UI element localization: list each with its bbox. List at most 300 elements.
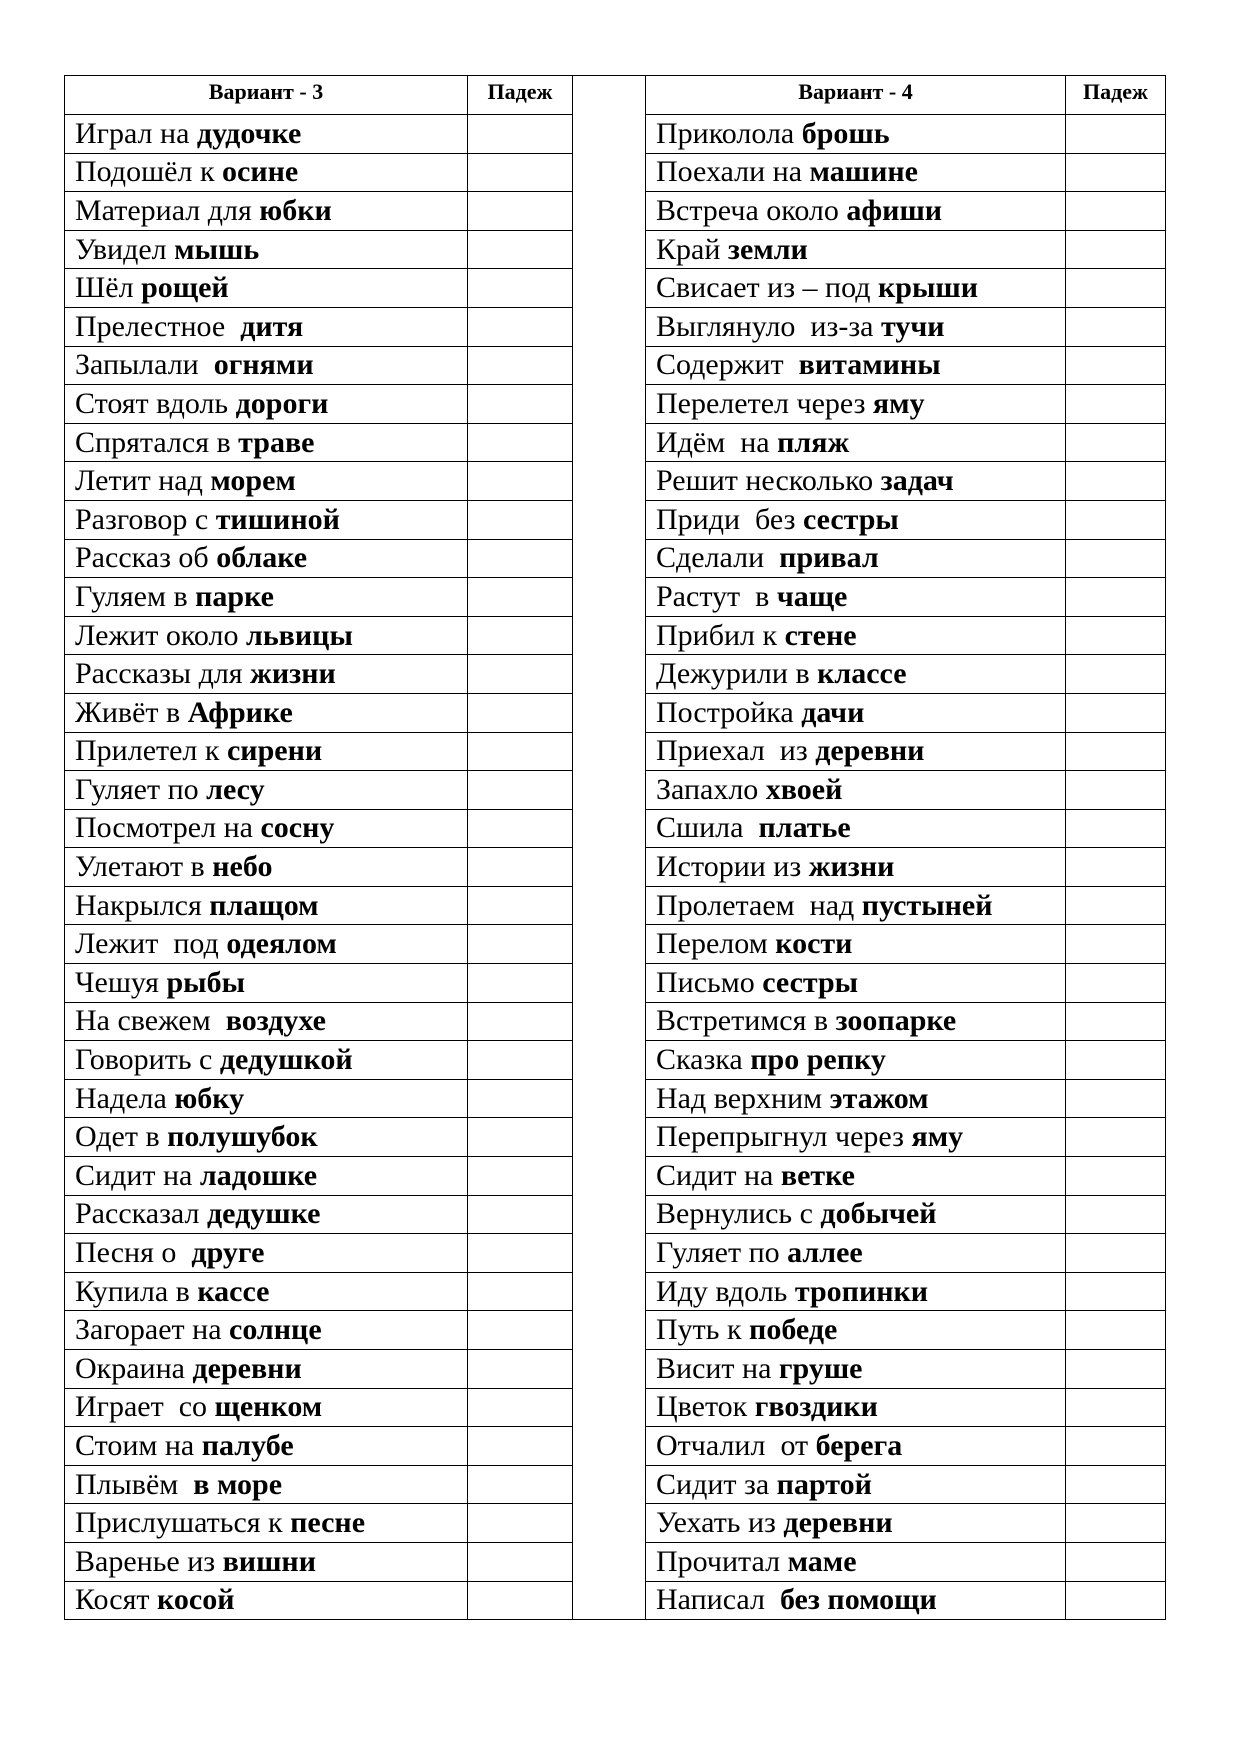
variant-4-phrase: [646, 655, 1066, 694]
variant-4-case-cell[interactable]: [1066, 771, 1166, 810]
phrase-text: Подошёл к: [75, 155, 223, 189]
column-gap: [573, 192, 646, 231]
variant-4-phrase: [646, 192, 1066, 231]
variant-3-phrase: [65, 269, 468, 308]
highlighted-word: стене: [784, 618, 857, 652]
variant-3-case-cell[interactable]: [468, 1388, 573, 1427]
column-gap: [573, 1504, 646, 1543]
variant-4-phrase: [646, 1581, 1066, 1620]
variant-3-case-cell[interactable]: [468, 1195, 573, 1234]
highlighted-word: Африке: [187, 695, 293, 729]
variant-4-phrase: [646, 346, 1066, 385]
variant-4-case-cell[interactable]: [1066, 153, 1166, 192]
column-gap: [573, 1542, 646, 1581]
variant-4-case-cell[interactable]: [1066, 269, 1166, 308]
table-row: [65, 1465, 1166, 1504]
variant-3-phrase: [65, 1350, 468, 1389]
variant-4-phrase: [646, 848, 1066, 887]
variant-3-title: Вариант - 3: [65, 76, 468, 115]
table-row: [65, 925, 1166, 964]
highlighted-word: витамины: [798, 348, 941, 382]
phrase-text: Постройка: [656, 695, 802, 729]
column-gap: [573, 423, 646, 462]
highlighted-word: тишиной: [215, 502, 340, 536]
variant-4-phrase: [646, 1041, 1066, 1080]
phrase-text: Встреча около: [656, 193, 847, 227]
phrase-text: Гуляем в: [75, 579, 196, 613]
variant-3-case-cell[interactable]: [468, 848, 573, 887]
table-row: [65, 1350, 1166, 1389]
phrase-text: Загорает на: [75, 1313, 230, 1347]
highlighted-word: груше: [778, 1351, 863, 1385]
variant-3-phrase: [65, 616, 468, 655]
variant-3-phrase: [65, 693, 468, 732]
table-row: [65, 115, 1166, 154]
column-gap: [573, 307, 646, 346]
variant-4-case-cell[interactable]: [1066, 1272, 1166, 1311]
phrase-text: Чешуя: [75, 965, 167, 999]
variant-3-case-cell[interactable]: [468, 269, 573, 308]
highlighted-word: ветке: [780, 1158, 855, 1192]
table-row: [65, 500, 1166, 539]
phrase-text: Прилетел к: [75, 734, 227, 768]
variant-4-case-cell[interactable]: [1066, 1118, 1166, 1157]
variant-4-case-cell[interactable]: [1066, 1041, 1166, 1080]
highlighted-word: берега: [815, 1428, 903, 1462]
variant-4-case-cell[interactable]: [1066, 385, 1166, 424]
highlighted-word: сосну: [260, 811, 335, 845]
variant-4-case-cell[interactable]: [1066, 539, 1166, 578]
highlighted-word: тропинки: [794, 1274, 929, 1308]
variant-4-phrase: [646, 1465, 1066, 1504]
column-gap: [573, 1234, 646, 1273]
phrase-text: Стоят вдоль: [75, 386, 236, 420]
highlighted-word: деревни: [783, 1506, 893, 1540]
table-row: [65, 964, 1166, 1003]
variant-3-case-cell[interactable]: [468, 1002, 573, 1041]
highlighted-word: осине: [222, 155, 299, 189]
phrase-text: Висит на: [656, 1351, 779, 1385]
phrase-text: Прочитал: [656, 1544, 788, 1578]
variant-4-phrase: [646, 1157, 1066, 1196]
variant-4-case-cell[interactable]: [1066, 192, 1166, 231]
variant-4-phrase: [646, 115, 1066, 154]
variant-3-case-cell[interactable]: [468, 385, 573, 424]
phrase-text: Лежит под: [75, 927, 227, 961]
variant-3-phrase: [65, 732, 468, 771]
phrase-text: Приехал из: [656, 734, 816, 768]
highlighted-word: косой: [157, 1583, 235, 1617]
variant-3-phrase: [65, 925, 468, 964]
highlighted-word: траве: [238, 425, 315, 459]
variant-3-phrase: [65, 115, 468, 154]
variant-3-case-cell[interactable]: [468, 539, 573, 578]
highlighted-word: земли: [727, 232, 808, 266]
highlighted-word: юбки: [259, 193, 332, 227]
column-gap: [573, 886, 646, 925]
table-row: [65, 809, 1166, 848]
variant-3-case-cell[interactable]: [468, 886, 573, 925]
table-row: [65, 732, 1166, 771]
highlighted-word: тучи: [881, 309, 945, 343]
phrase-text: На свежем: [75, 1004, 226, 1038]
phrase-text: Написал: [656, 1583, 780, 1617]
variant-4-case-cell[interactable]: [1066, 1465, 1166, 1504]
variant-3-case-cell[interactable]: [468, 1427, 573, 1466]
variant-4-phrase: [646, 1272, 1066, 1311]
variant-3-case-cell[interactable]: [468, 655, 573, 694]
table-row: [65, 385, 1166, 424]
variant-4-case-cell[interactable]: [1066, 230, 1166, 269]
variant-4-phrase: [646, 1542, 1066, 1581]
variant-3-case-cell[interactable]: [468, 693, 573, 732]
phrase-text: Накрылся: [75, 888, 210, 922]
variant-3-phrase: [65, 964, 468, 1003]
variant-3-case-cell[interactable]: [468, 925, 573, 964]
variant-4-case-cell[interactable]: [1066, 346, 1166, 385]
variant-3-phrase: [65, 1195, 468, 1234]
variant-4-case-cell[interactable]: [1066, 925, 1166, 964]
column-gap: [573, 1311, 646, 1350]
column-gap: [573, 1079, 646, 1118]
phrase-text: Прислушаться к: [75, 1506, 291, 1540]
variant-3-case-cell[interactable]: [468, 153, 573, 192]
table-row: [65, 1388, 1166, 1427]
variant-3-phrase: [65, 423, 468, 462]
variant-3-phrase: [65, 346, 468, 385]
table-row: [65, 655, 1166, 694]
phrase-text: Сказка: [656, 1043, 751, 1077]
phrase-text: Запылали: [75, 348, 214, 382]
column-gap: [573, 1427, 646, 1466]
table-row: [65, 771, 1166, 810]
variant-3-case-cell[interactable]: [468, 423, 573, 462]
column-gap: [573, 616, 646, 655]
highlighted-word: дудочке: [196, 116, 302, 150]
highlighted-word: сестры: [762, 965, 859, 999]
variant-3-case-cell[interactable]: [468, 346, 573, 385]
phrase-text: Прелестное: [75, 309, 241, 343]
table-row: [65, 578, 1166, 617]
table-row: [65, 1234, 1166, 1273]
phrase-text: Одет в: [75, 1120, 168, 1154]
highlighted-word: яму: [911, 1120, 964, 1154]
phrase-text: Гуляет по: [656, 1236, 788, 1270]
highlighted-word: афиши: [846, 193, 943, 227]
phrase-text: Иду вдоль: [656, 1274, 795, 1308]
highlighted-word: без помощи: [779, 1583, 937, 1617]
table-row: [65, 1118, 1166, 1157]
variant-4-case-cell[interactable]: [1066, 964, 1166, 1003]
variant-3-case-cell[interactable]: [468, 732, 573, 771]
phrase-text: Выглянуло из-за: [656, 309, 881, 343]
phrase-text: Идём на: [656, 425, 778, 459]
column-gap: [573, 153, 646, 192]
variant-4-phrase: [646, 539, 1066, 578]
variant-4-case-cell[interactable]: [1066, 1157, 1166, 1196]
variant-3-case-cell[interactable]: [468, 307, 573, 346]
variant-4-case-cell[interactable]: [1066, 1234, 1166, 1273]
phrase-text: Стоим на: [75, 1428, 202, 1462]
phrase-text: Отчалил от: [656, 1428, 816, 1462]
variant-3-case-cell[interactable]: [468, 1504, 573, 1543]
highlighted-word: деревни: [815, 734, 925, 768]
column-gap: [573, 693, 646, 732]
phrase-text: Путь к: [656, 1313, 750, 1347]
variant-4-case-cell[interactable]: [1066, 1388, 1166, 1427]
highlighted-word: привал: [779, 541, 879, 575]
variant-4-case-cell[interactable]: [1066, 848, 1166, 887]
variant-4-case-cell[interactable]: [1066, 886, 1166, 925]
highlighted-word: дороги: [235, 386, 329, 420]
phrase-text: Играет со: [75, 1390, 215, 1424]
variant-3-case-cell[interactable]: [468, 1272, 573, 1311]
variant-4-case-cell[interactable]: [1066, 1311, 1166, 1350]
variant-3-case-cell[interactable]: [468, 1079, 573, 1118]
column-gap: [573, 269, 646, 308]
table-row: [65, 1002, 1166, 1041]
column-gap: [573, 1157, 646, 1196]
variant-3-phrase: [65, 153, 468, 192]
variant-3-phrase: [65, 1581, 468, 1620]
variant-4-phrase: [646, 578, 1066, 617]
variant-3-case-cell[interactable]: [468, 1234, 573, 1273]
table-row: [65, 269, 1166, 308]
variant-3-phrase: [65, 1311, 468, 1350]
highlighted-word: парке: [195, 579, 274, 613]
highlighted-word: одеялом: [226, 927, 337, 961]
highlighted-word: дедушке: [206, 1197, 321, 1231]
variant-3-phrase: [65, 462, 468, 501]
table-row: [65, 230, 1166, 269]
variant-4-case-cell[interactable]: [1066, 1195, 1166, 1234]
highlighted-word: аллее: [787, 1236, 863, 1270]
phrase-text: Содержит: [656, 348, 799, 382]
variant-3-phrase: [65, 886, 468, 925]
variant-4-phrase: [646, 385, 1066, 424]
highlighted-word: добычей: [820, 1197, 937, 1231]
column-gap: [573, 809, 646, 848]
variant-3-case-cell[interactable]: [468, 462, 573, 501]
variant-3-phrase: [65, 1234, 468, 1273]
variant-3-case-cell[interactable]: [468, 1157, 573, 1196]
highlighted-word: зоопарке: [835, 1004, 957, 1038]
variant-3-phrase: [65, 1542, 468, 1581]
highlighted-word: полушубок: [167, 1120, 318, 1154]
variant-4-phrase: [646, 307, 1066, 346]
highlighted-word: кассе: [197, 1274, 270, 1308]
variant-4-phrase: [646, 230, 1066, 269]
variant-3-phrase: [65, 848, 468, 887]
table-row: [65, 462, 1166, 501]
highlighted-word: про репку: [750, 1043, 886, 1077]
phrase-text: Песня о: [75, 1236, 192, 1270]
variant-3-phrase: [65, 1504, 468, 1543]
variant-4-case-cell[interactable]: [1066, 423, 1166, 462]
variant-3-phrase: [65, 809, 468, 848]
variant-4-case-cell[interactable]: [1066, 655, 1166, 694]
variant-3-case-cell[interactable]: [468, 1311, 573, 1350]
variant-4-case-cell[interactable]: [1066, 693, 1166, 732]
phrase-text: Плывём: [75, 1467, 194, 1501]
variant-4-case-cell[interactable]: [1066, 1504, 1166, 1543]
highlighted-word: яму: [872, 386, 925, 420]
variant-3-case-cell[interactable]: [468, 809, 573, 848]
phrase-text: Над верхним: [656, 1081, 830, 1115]
variant-4-case-header: Падеж: [1066, 76, 1166, 115]
variant-4-case-cell[interactable]: [1066, 732, 1166, 771]
variant-4-case-cell[interactable]: [1066, 1002, 1166, 1041]
highlighted-word: жизни: [250, 657, 336, 691]
variant-4-phrase: [646, 693, 1066, 732]
phrase-text: Растут в: [656, 579, 777, 613]
phrase-text: Прибил к: [656, 618, 785, 652]
variant-3-phrase: [65, 578, 468, 617]
highlighted-word: машине: [809, 155, 918, 189]
variant-3-phrase: [65, 500, 468, 539]
highlighted-word: щенком: [214, 1390, 323, 1424]
variant-3-phrase: [65, 230, 468, 269]
column-gap: [573, 462, 646, 501]
variant-4-phrase: [646, 809, 1066, 848]
variant-4-case-cell[interactable]: [1066, 462, 1166, 501]
variant-3-case-cell[interactable]: [468, 1542, 573, 1581]
column-gap: [573, 115, 646, 154]
variant-4-case-cell[interactable]: [1066, 1581, 1166, 1620]
variant-3-case-cell[interactable]: [468, 616, 573, 655]
phrase-text: Сделали: [656, 541, 780, 575]
highlighted-word: пустыней: [861, 888, 993, 922]
phrase-text: Свисает из – под: [656, 271, 879, 305]
variant-3-case-cell[interactable]: [468, 771, 573, 810]
highlighted-word: небо: [212, 850, 273, 884]
highlighted-word: задач: [880, 464, 954, 498]
variant-4-case-cell[interactable]: [1066, 616, 1166, 655]
variant-4-case-cell[interactable]: [1066, 1542, 1166, 1581]
phrase-text: Материал для: [75, 193, 260, 227]
highlighted-word: маме: [787, 1544, 857, 1578]
variant-3-case-cell[interactable]: [468, 1118, 573, 1157]
phrase-text: Перелом: [656, 927, 776, 961]
variant-4-case-cell[interactable]: [1066, 1427, 1166, 1466]
column-gap: [573, 578, 646, 617]
variant-4-case-cell[interactable]: [1066, 1079, 1166, 1118]
column-gap: [573, 346, 646, 385]
column-gap: [573, 230, 646, 269]
variant-4-case-cell[interactable]: [1066, 809, 1166, 848]
highlighted-word: кости: [775, 927, 853, 961]
phrase-text: Рассказы для: [75, 657, 251, 691]
table-row: [65, 423, 1166, 462]
column-gap: [573, 1041, 646, 1080]
variant-3-case-cell[interactable]: [468, 964, 573, 1003]
phrase-text: Истории из: [656, 850, 809, 884]
variant-4-case-cell[interactable]: [1066, 500, 1166, 539]
header-row: [65, 76, 1166, 115]
variant-4-case-cell[interactable]: [1066, 1350, 1166, 1389]
variant-4-title: Вариант - 4: [646, 76, 1066, 115]
variant-3-case-cell[interactable]: [468, 115, 573, 154]
highlighted-word: чаще: [776, 579, 848, 613]
highlighted-word: друге: [191, 1236, 265, 1270]
phrase-text: Встретимся в: [656, 1004, 836, 1038]
phrase-text: Купила в: [75, 1274, 198, 1308]
variant-4-case-cell[interactable]: [1066, 115, 1166, 154]
phrase-text: Цветок: [656, 1390, 755, 1424]
phrase-text: Запахло: [656, 772, 766, 806]
variant-3-case-cell[interactable]: [468, 500, 573, 539]
table-row: [65, 616, 1166, 655]
table-row: [65, 1041, 1166, 1080]
phrase-text: Говорить с: [75, 1043, 220, 1077]
variant-3-case-cell[interactable]: [468, 1581, 573, 1620]
phrase-text: Играл на: [75, 116, 197, 150]
column-gap: [573, 771, 646, 810]
variant-3-case-cell[interactable]: [468, 1041, 573, 1080]
table-row: [65, 1311, 1166, 1350]
phrase-text: Гуляет по: [75, 772, 207, 806]
phrase-text: Варенье из: [75, 1544, 223, 1578]
highlighted-word: львицы: [245, 618, 353, 652]
table-row: [65, 1427, 1166, 1466]
variant-3-phrase: [65, 771, 468, 810]
variant-4-phrase: [646, 1118, 1066, 1157]
variant-3-case-cell[interactable]: [468, 192, 573, 231]
highlighted-word: партой: [776, 1467, 872, 1501]
column-gap: [573, 848, 646, 887]
highlighted-word: рощей: [141, 271, 229, 305]
column-gap: [573, 1272, 646, 1311]
phrase-text: Приди без: [656, 502, 803, 536]
highlighted-word: юбку: [174, 1081, 245, 1115]
phrase-text: Разговор с: [75, 502, 216, 536]
variant-3-case-cell[interactable]: [468, 1350, 573, 1389]
phrase-text: Спрятался в: [75, 425, 239, 459]
phrase-text: Край: [656, 232, 728, 266]
variant-3-case-cell[interactable]: [468, 230, 573, 269]
highlighted-word: дитя: [240, 309, 304, 343]
column-gap: [573, 925, 646, 964]
column-gap: [573, 500, 646, 539]
highlighted-word: победе: [749, 1313, 838, 1347]
variant-3-phrase: [65, 1272, 468, 1311]
variant-4-phrase: [646, 1427, 1066, 1466]
variant-4-phrase: [646, 616, 1066, 655]
highlighted-word: лесу: [206, 772, 265, 806]
variant-3-phrase: [65, 192, 468, 231]
column-gap: [573, 1350, 646, 1389]
variant-4-case-cell[interactable]: [1066, 307, 1166, 346]
table-row: [65, 346, 1166, 385]
variant-4-phrase: [646, 153, 1066, 192]
table-row: [65, 1079, 1166, 1118]
variant-3-phrase: [65, 1157, 468, 1196]
phrase-text: Живёт в: [75, 695, 188, 729]
phrase-text: Сидит на: [656, 1158, 781, 1192]
variant-4-phrase: [646, 1234, 1066, 1273]
table-row: [65, 1581, 1166, 1620]
variant-4-case-cell[interactable]: [1066, 578, 1166, 617]
variant-3-case-cell[interactable]: [468, 578, 573, 617]
table-row: [65, 886, 1166, 925]
variant-4-phrase: [646, 1311, 1066, 1350]
phrase-text: Дежурили в: [656, 657, 818, 691]
variant-3-case-cell[interactable]: [468, 1465, 573, 1504]
highlighted-word: огнями: [213, 348, 314, 382]
highlighted-word: мышь: [174, 232, 260, 266]
table-row: [65, 307, 1166, 346]
variant-3-phrase: [65, 1465, 468, 1504]
